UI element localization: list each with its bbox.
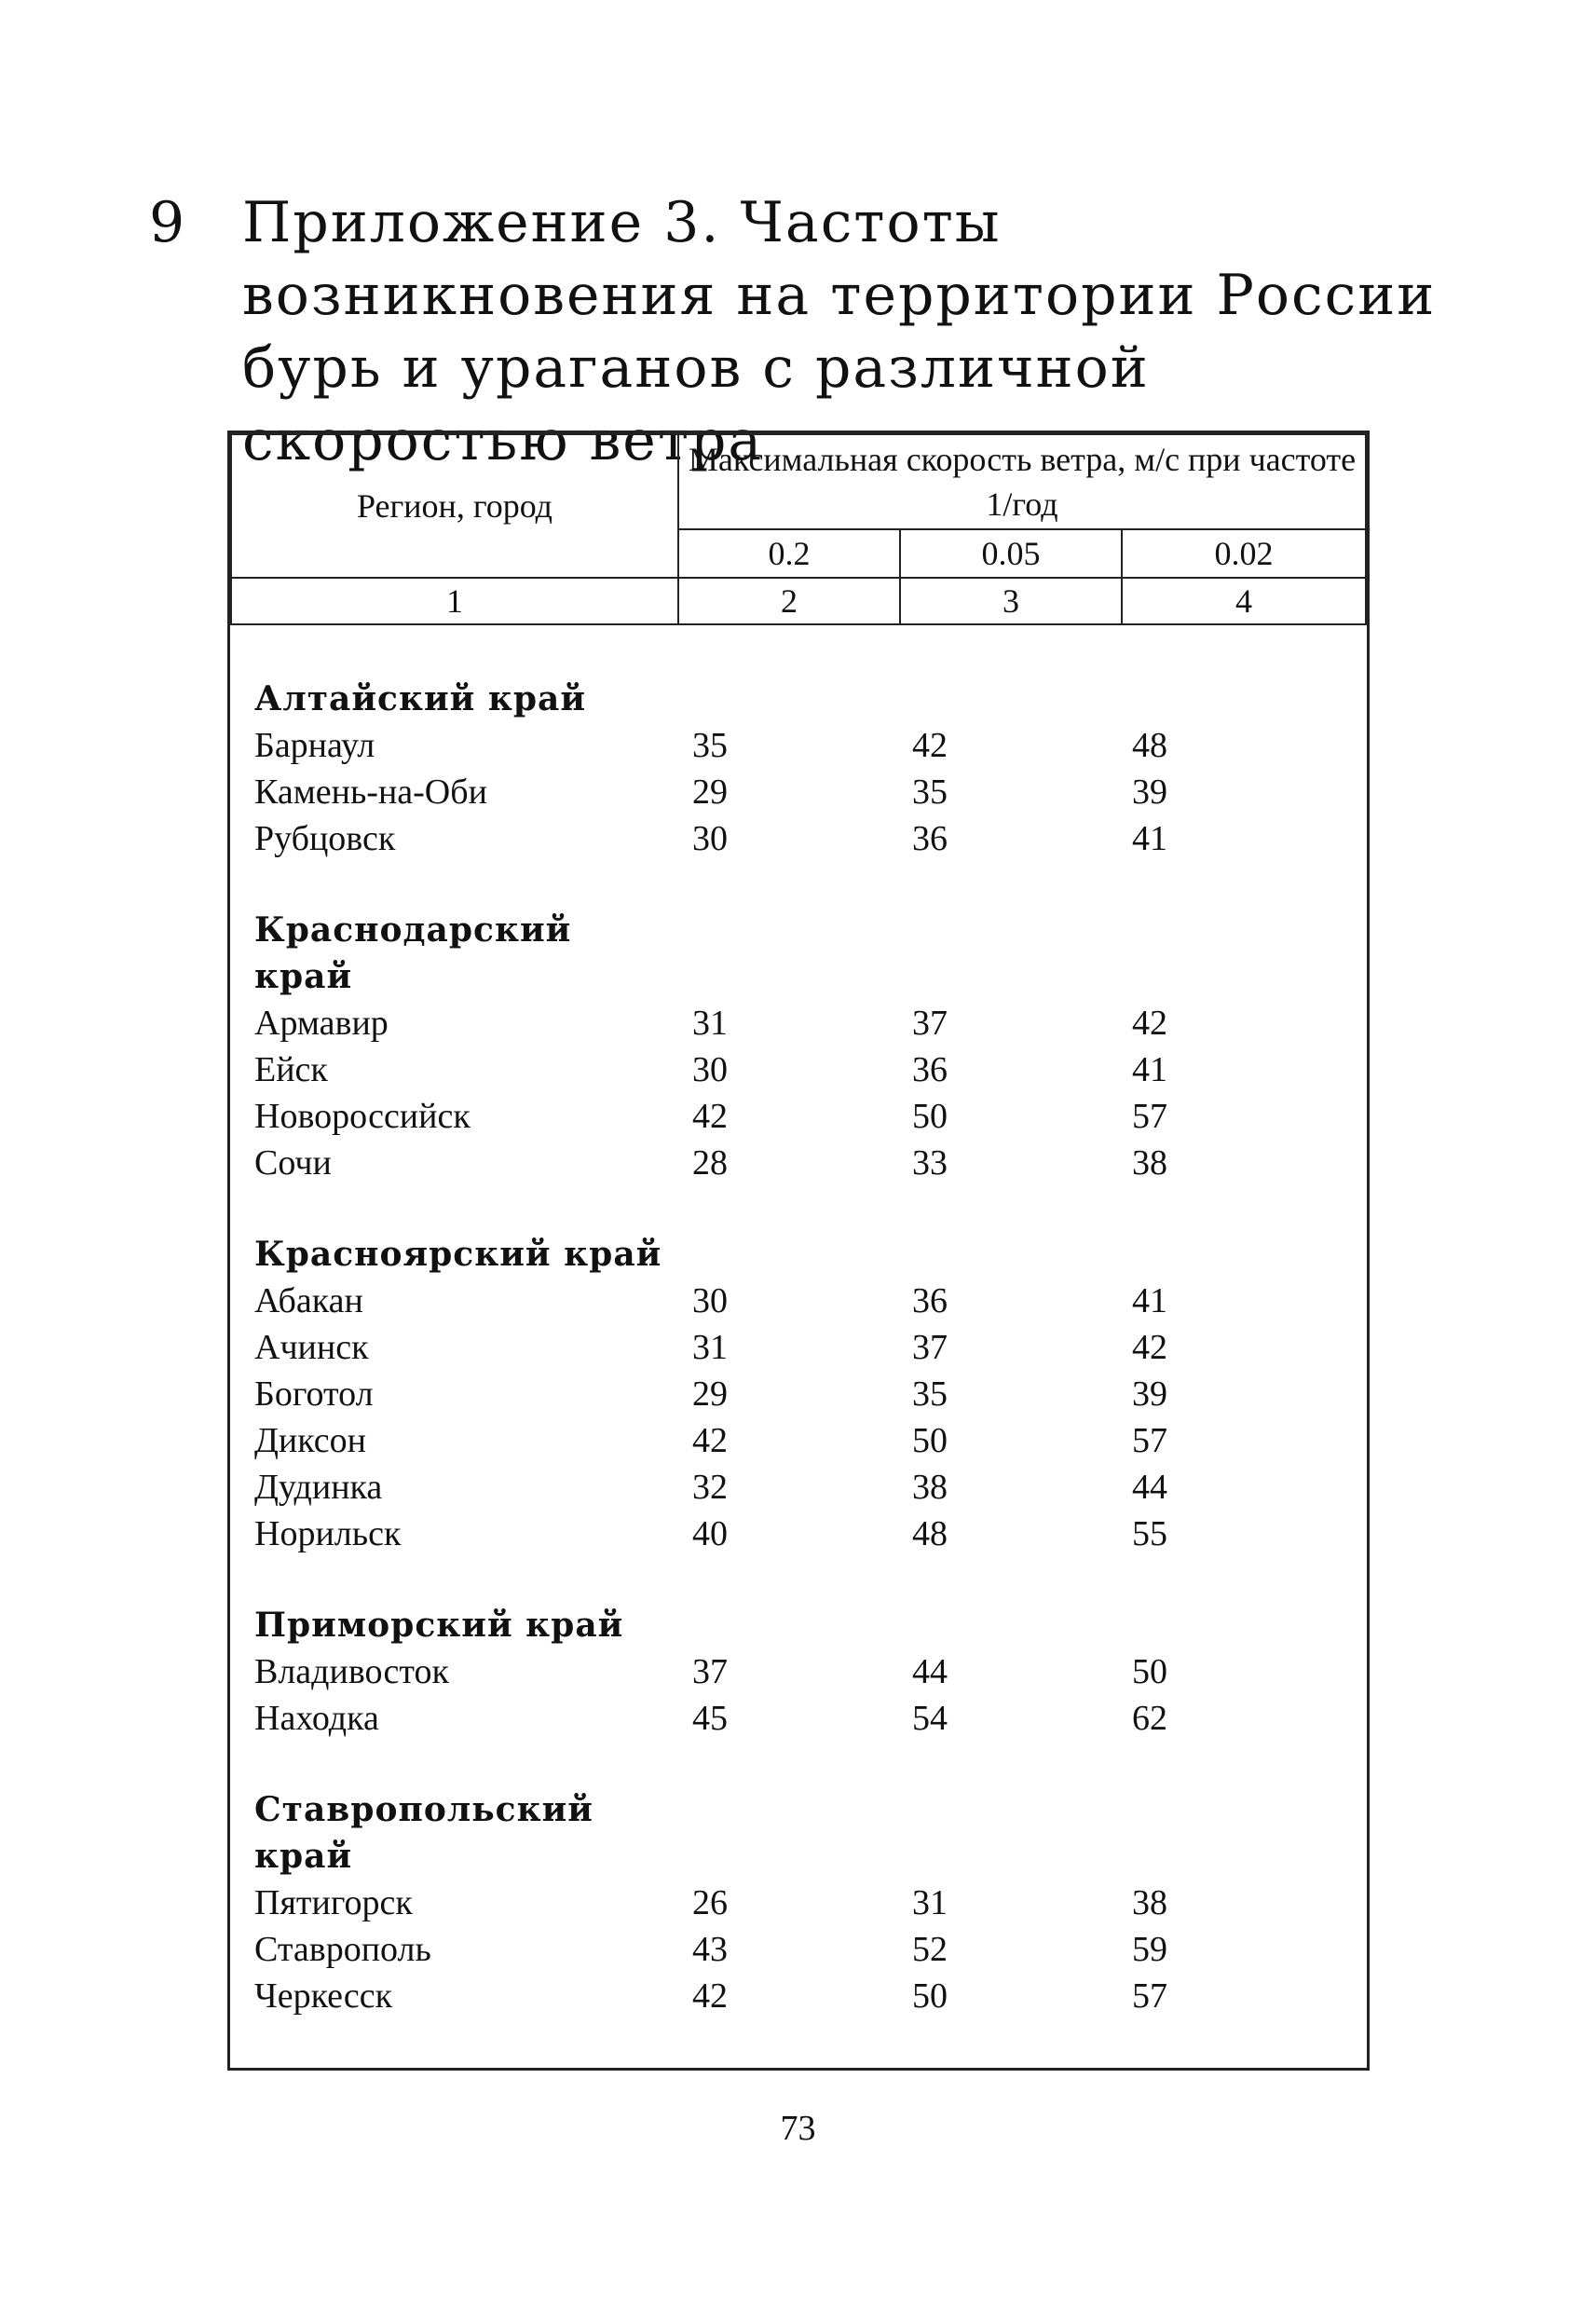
wind-speed-value: 48 bbox=[912, 1514, 948, 1553]
region-group bbox=[254, 676, 1367, 862]
wind-speed-value: 36 bbox=[912, 819, 948, 858]
wind-speed-value: 44 bbox=[912, 1652, 948, 1691]
wind-speed-value: 39 bbox=[1132, 1374, 1167, 1414]
wind-speed-value: 43 bbox=[692, 1930, 728, 1969]
section-number: 9 bbox=[149, 190, 185, 255]
region-group bbox=[254, 1231, 1367, 1557]
table-row bbox=[254, 1511, 1367, 1557]
wind-speed-value: 50 bbox=[912, 1976, 948, 2016]
city-name: Камень-на-Оби bbox=[254, 773, 487, 812]
wind-speed-value: 45 bbox=[692, 1699, 728, 1738]
wind-speed-value: 35 bbox=[912, 773, 948, 812]
frequency-header: 0.02 bbox=[1122, 529, 1366, 578]
city-name: Находка bbox=[254, 1699, 379, 1738]
region-name: Ставропольский край bbox=[254, 1790, 593, 1876]
wind-speed-value: 41 bbox=[1132, 1281, 1167, 1320]
table-row bbox=[254, 1695, 1367, 1742]
city-name: Ставрополь bbox=[254, 1930, 431, 1969]
city-name: Сочи bbox=[254, 1143, 332, 1183]
column-number: 3 bbox=[900, 578, 1122, 624]
frequency-header: 0.05 bbox=[900, 529, 1122, 578]
city-name: Новороссийск bbox=[254, 1097, 471, 1136]
city-name: Дудинка bbox=[254, 1468, 383, 1507]
table-row bbox=[254, 1000, 1367, 1046]
wind-speed-value: 30 bbox=[692, 1281, 728, 1320]
wind-speed-value: 48 bbox=[1132, 726, 1167, 765]
wind-speed-value: 42 bbox=[1132, 1004, 1167, 1043]
city-name: Рубцовск bbox=[254, 819, 396, 858]
wind-speed-value: 55 bbox=[1132, 1514, 1167, 1553]
city-name: Барнаул bbox=[254, 726, 375, 765]
wind-speed-value: 37 bbox=[912, 1328, 948, 1367]
region-name: Красноярский край bbox=[254, 1235, 662, 1274]
wind-speed-value: 31 bbox=[912, 1883, 948, 1922]
city-name: Владивосток bbox=[254, 1652, 449, 1691]
wind-speed-value: 29 bbox=[692, 773, 728, 812]
wind-speed-value: 57 bbox=[1132, 1421, 1167, 1460]
wind-speed-value: 28 bbox=[692, 1143, 728, 1183]
city-name: Диксон bbox=[254, 1421, 366, 1460]
wind-speed-value: 29 bbox=[692, 1374, 728, 1414]
table-row bbox=[254, 1464, 1367, 1511]
city-name: Норильск bbox=[254, 1514, 402, 1553]
page-number: 73 bbox=[780, 2109, 816, 2148]
wind-speed-value: 36 bbox=[912, 1281, 948, 1320]
wind-speed-value: 62 bbox=[1132, 1699, 1167, 1738]
table-row bbox=[254, 1371, 1367, 1417]
table-body bbox=[254, 676, 1367, 2064]
wind-speed-table bbox=[227, 431, 1370, 2071]
wind-speed-value: 30 bbox=[692, 1050, 728, 1089]
wind-speed-value: 38 bbox=[1132, 1883, 1167, 1922]
region-column-header: Регион, город bbox=[231, 434, 678, 578]
column-number: 2 bbox=[678, 578, 900, 624]
wind-speed-value: 38 bbox=[912, 1468, 948, 1507]
wind-speed-value: 50 bbox=[912, 1097, 948, 1136]
wind-speed-value: 54 bbox=[912, 1699, 948, 1738]
wind-speed-value: 33 bbox=[912, 1143, 948, 1183]
column-number: 1 bbox=[231, 578, 678, 624]
wind-speed-value: 32 bbox=[692, 1468, 728, 1507]
wind-speed-value: 57 bbox=[1132, 1976, 1167, 2016]
wind-speed-value: 42 bbox=[692, 1976, 728, 2016]
wind-speed-value: 59 bbox=[1132, 1930, 1167, 1969]
wind-speed-value: 35 bbox=[692, 726, 728, 765]
wind-speed-value: 26 bbox=[692, 1883, 728, 1922]
wind-speed-value: 42 bbox=[692, 1097, 728, 1136]
table-row bbox=[254, 815, 1367, 862]
table-row bbox=[254, 722, 1367, 769]
frequency-header: 0.2 bbox=[678, 529, 900, 578]
wind-speed-value: 41 bbox=[1132, 1050, 1167, 1089]
wind-speed-value: 39 bbox=[1132, 773, 1167, 812]
city-name: Ейск bbox=[254, 1050, 328, 1089]
city-name: Пятигорск bbox=[254, 1883, 413, 1922]
city-name: Абакан bbox=[254, 1281, 363, 1320]
wind-speed-value: 52 bbox=[912, 1930, 948, 1969]
column-number: 4 bbox=[1122, 578, 1366, 624]
region-name: Краснодарский край bbox=[254, 910, 572, 996]
wind-speed-value: 31 bbox=[692, 1328, 728, 1367]
region-group bbox=[254, 1602, 1367, 1742]
wind-speed-value: 37 bbox=[912, 1004, 948, 1043]
table-row bbox=[254, 1140, 1367, 1186]
table-row bbox=[254, 1880, 1367, 1926]
table-row bbox=[254, 1417, 1367, 1464]
table-row bbox=[254, 1046, 1367, 1093]
wind-speed-value: 38 bbox=[1132, 1143, 1167, 1183]
speed-column-header: Максимальная скорость ветра, м/с при частоте 1/год bbox=[678, 434, 1366, 529]
wind-speed-value: 31 bbox=[692, 1004, 728, 1043]
wind-speed-value: 30 bbox=[692, 819, 728, 858]
wind-speed-value: 42 bbox=[692, 1421, 728, 1460]
city-name: Армавир bbox=[254, 1004, 389, 1043]
wind-speed-value: 57 bbox=[1132, 1097, 1167, 1136]
table-row bbox=[254, 1093, 1367, 1140]
wind-speed-value: 50 bbox=[1132, 1652, 1167, 1691]
section-title: Приложение 3. Частоты возникновения на территории России бурь и ураганов с различной скоростью ветра bbox=[242, 190, 1437, 473]
region-name: Приморский край bbox=[254, 1606, 624, 1645]
wind-speed-value: 44 bbox=[1132, 1468, 1167, 1507]
table-row bbox=[254, 1973, 1367, 2019]
table-row bbox=[254, 1926, 1367, 1973]
wind-speed-value: 35 bbox=[912, 1374, 948, 1414]
wind-speed-value: 37 bbox=[692, 1652, 728, 1691]
table-row bbox=[254, 1278, 1367, 1324]
wind-speed-value: 40 bbox=[692, 1514, 728, 1553]
wind-speed-value: 42 bbox=[912, 726, 948, 765]
table-row bbox=[254, 1324, 1367, 1371]
table-row bbox=[254, 1648, 1367, 1695]
region-name: Алтайский край bbox=[254, 679, 587, 718]
table-header bbox=[230, 433, 1367, 625]
wind-speed-value: 36 bbox=[912, 1050, 948, 1089]
table-row bbox=[254, 769, 1367, 815]
region-group bbox=[254, 907, 1367, 1186]
region-group bbox=[254, 1786, 1367, 2019]
wind-speed-value: 50 bbox=[912, 1421, 948, 1460]
city-name: Боготол bbox=[254, 1374, 374, 1414]
city-name: Черкесск bbox=[254, 1976, 393, 2016]
wind-speed-value: 41 bbox=[1132, 819, 1167, 858]
wind-speed-value: 42 bbox=[1132, 1328, 1167, 1367]
city-name: Ачинск bbox=[254, 1328, 369, 1367]
